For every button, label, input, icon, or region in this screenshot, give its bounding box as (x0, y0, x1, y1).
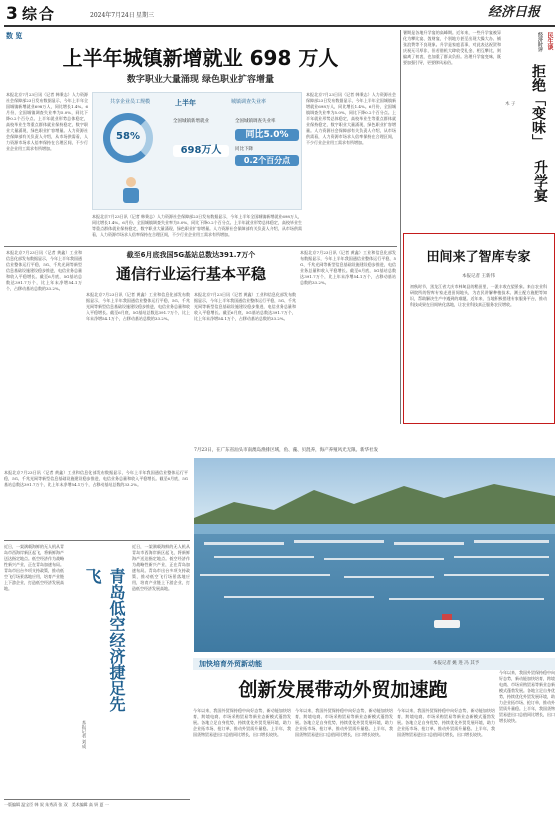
stat-unemployment (235, 119, 299, 199)
trade-body-text-2: 今年以来，我国外贸保持稳中向好态势，新动能加快培育，跨境电商、市场采购贸易等新业态新模式蓬勃发展。各地立足自身优势，持续优化外贸发展环境，助力企业拓市场、抢订单，推动外贸质升量稳。上半年，我国货物贸易进出口总值同比增长，出口增长较快。 (295, 708, 393, 737)
lead-story (4, 30, 397, 242)
issue-date: 2024年7月24日 (90, 12, 135, 19)
feature-body-text: 初秋时节，黑龙江省大庆市林甸县的稻田里，一派丰收在望景象。来自农业科研院所的智库专家走进田间地头，为农民讲解种植技术、测土配方施肥等知识，帮助解决生产中遇到的难题。近年来，当地积极搭建专家服务平台，推动科技成果在田间转化落地，让农业科技真正服务农民增收。 (410, 284, 547, 307)
caption-unemployment: 城镇调查失业率 (231, 99, 267, 105)
stat-new-jobs (173, 119, 229, 179)
stat-unemployment-label: 全国城镇调查失业率 (235, 119, 276, 124)
section-title: 综合 (22, 5, 57, 23)
caption-halfyear: 上半年 (175, 99, 196, 107)
feature-box (403, 233, 555, 424)
telecom-body-text-4: 本报北京7月23日讯（记者 黄鑫）工业和信息化部发布数据显示，今年上半年我国通信业整体运行平稳，5G、千兆光网等新型信息基础设施建设稳步推进，电信业务总量和收入平稳增长。截至6月底，5G基站总数达391.7万个，比上年末净增54.1万个，占移动基站总数的33.2%。 (300, 250, 396, 285)
lead-body-text-2: 本报北京7月23日讯（记者 韩秉志）人力资源社会保障部23日发布数据显示，今年上半年全国城镇新增就业698万人，同比增长1.4%。6月份，全国城镇调查失业率为5.0%，同比下降0.2个百分点。上半年就业形势总体稳定，高校毕业生等重点群体就业保持稳定，数字职业大量涌现，绿色职业扩容增量。人力资源社会保障部有关负责人介绍，从市场供需看，人力资源市场求人倍率保持在合理区间，不少行业企业用工需求有所增加。 (92, 214, 302, 237)
footer-divider (4, 799, 190, 800)
photo-caption: 7月23日，在广东省汕头市南澳岛渔排区域，鱼、藻、贝混养，海产养殖风光无限。新华社发 (194, 448, 379, 453)
page-number: 3 (6, 4, 18, 24)
telecom-body-text-3: 本报北京7月23日讯（记者 黄鑫）工业和信息化部发布数据显示，今年上半年我国通信业整体运行平稳，5G、千兆光网等新型信息基础设施建设稳步推进，电信业务总量和收入平稳增长。截至6月底，5G基站总数达391.7万个，比上年末净增54.1万个，占移动基站总数的33.2%。 (194, 292, 296, 321)
issue-weekday: 星期三 (136, 12, 155, 19)
column-body-text: 近日，一架满载海鲜的无人机从青岛市西海岸新区起飞，将新鲜海产送达指定地点。低空经济作为战略性新兴产业，正在青岛加速布局。青岛市出台多项支持政策，推动低空飞行场景落地应用，培育产业链上下游企业，打造低空经济发展高地。 (4, 544, 64, 591)
column-headline: 青岛低空经济捷足先飞 (83, 568, 126, 712)
trade-headline: 创新发展带动外贸加速跑 (238, 679, 448, 701)
editorial-kicker: 民生谈 (546, 32, 553, 50)
trade-body-text-3: 今年以来，我国外贸保持稳中向好态势，新动能加快培育，跨境电商、市场采购贸易等新业态新模式蓬勃发展。各地立足自身优势，持续优化外贸发展环境，助力企业拓市场、抢订单，推动外贸质升量稳。上半年，我国货物贸易进出口总值同比增长，出口增长较快。 (397, 708, 495, 737)
trade-text-col-2 (295, 708, 393, 796)
percent-value: 58% (116, 131, 140, 142)
column-story (4, 544, 190, 784)
lead-subhead: 数字职业大量涌现 绿色职业扩容增量 (126, 75, 275, 85)
telecom-text-col-3 (194, 292, 296, 412)
telecom-divider (4, 246, 397, 247)
telecom-story (4, 248, 397, 420)
stat-decline-label: 同比下降 (235, 147, 253, 152)
lead-body-text: 本报北京7月23日讯（记者 韩秉志）人力资源社会保障部23日发布数据显示，今年上半年全国城镇新增就业698万人，同比增长1.4%。6月份，全国城镇调查失业率为5.0%，同比下降0.2个百分点。上半年就业形势总体稳定，高校毕业生等重点群体就业保持稳定，数字职业大量涌现，绿色职业扩容增量。人力资源社会保障部有关负责人介绍，从市场供需看，人力资源市场求人倍率保持在合理区间，不少行业企业用工需求有所增加。 (6, 92, 88, 151)
trade-text-col-1 (193, 708, 291, 796)
column-body-text-2: 近日，一架满载海鲜的无人机从青岛市西海岸新区起飞，将新鲜海产送达指定地点。低空经济作为战略性新兴产业，正在青岛加速布局。青岛市出台多项支持政策，推动低空飞行场景落地应用，培育产业链上下游企业，打造低空经济发展高地。 (132, 544, 190, 591)
editorial-body-text: 暑期是各地升学宴的高峰期。近年来，一些升学宴被异化为攀比宴、敛财宴，个别地方甚至出现大操大办、铺张浪费等不良现象。升学是家庭喜事，对此表达祝贺和庆祝无可厚非，但若借机大肆收受礼金、相互攀比，则偏离了初衷，也加重了群众负担。治理升学宴变味，既要加强引导，更要移风易俗。 (403, 30, 501, 65)
telecom-text-col-4 (300, 250, 396, 412)
editorial-author: 木 子 (505, 102, 516, 107)
trade-kicker: 加快培育外贸新动能 (199, 660, 262, 668)
telecom-headline: 通信行业运行基本平稳 (115, 265, 266, 283)
trade-body-text-4: 今年以来，我国外贸保持稳中向好态势，新动能加快培育，跨境电商、市场采购贸易等新业态新模式蓬勃发展。各地立足自身优势，持续优化外贸发展环境，助力企业拓市场、抢订单，推动外贸质升量稳。上半年，我国货物贸易进出口总值同比增长，出口增长较快。 (499, 670, 555, 723)
trade-story (193, 656, 555, 796)
lead-headline: 上半年城镇新增就业 698 万人 (62, 46, 339, 70)
column-text-1 (4, 544, 64, 780)
stat-new-jobs-label: 全国城镇新增就业 (173, 119, 209, 124)
column-divider (4, 540, 190, 541)
editorial (403, 30, 555, 230)
feature-byline: 本报记者 王新伟 (462, 274, 495, 279)
feature-headline: 田间来了智库专家 (426, 250, 531, 265)
telecom-text-col-2 (86, 292, 190, 412)
editorial-headline-1: 拒绝「变味」 (530, 64, 546, 148)
worker-figure-icon (111, 175, 151, 205)
trade-byline: 本报记者 姚 进 冯 其予 (433, 661, 480, 666)
telecom-kicker: 截至6月底我国5G基站总数达391.7万个 (126, 251, 256, 259)
trade-text-col-4 (499, 670, 555, 796)
right-column-divider (400, 30, 401, 424)
column-byline: 本报记者 刘成 (81, 720, 86, 749)
lead-text-col-1 (6, 92, 88, 242)
editorial-tag: 经济时评 (537, 32, 543, 52)
lead-infographic (92, 92, 302, 210)
telecom-body-text-2: 本报北京7月23日讯（记者 黄鑫）工业和信息化部发布数据显示，今年上半年我国通信业整体运行平稳，5G、千兆光网等新型信息基础设施建设稳步推进，电信业务总量和收入平稳增长。截至6月底，5G基站总数达391.7万个，比上年末净增54.1万个，占移动基站总数的33.2%。 (86, 292, 190, 321)
masthead (6, 4, 554, 24)
stat-decline-value: 0.2个百分点 (235, 155, 299, 166)
caption-share: 共享企业员工规模 (109, 99, 150, 105)
lead-text-col-2 (92, 214, 302, 242)
footer-credits: 一版编辑 温宝臣 韩 叙 朱秀清 张 双 美术编辑 高 妍 夏 一 (4, 802, 109, 807)
feature-text-wrap (410, 284, 547, 419)
lead-kicker: 数 览 (6, 32, 23, 40)
column-text-2 (132, 544, 190, 780)
newspaper-logo: 经济日报 (488, 5, 541, 20)
editorial-text (403, 30, 501, 226)
masthead-divider (4, 25, 555, 27)
stat-unemployment-value: 同比5.0% (235, 129, 299, 141)
trade-text-col-3 (397, 708, 495, 796)
lead-body-text-3: 本报北京7月23日讯（记者 韩秉志）人力资源社会保障部23日发布数据显示，今年上半年全国城镇新增就业698万人，同比增长1.4%。6月份，全国城镇调查失业率为5.0%，同比下降0.2个百分点。上半年就业形势总体稳定，高校毕业生等重点群体就业保持稳定，数字职业大量涌现，绿色职业扩容增量。人力资源社会保障部有关负责人介绍，从市场供需看，人力资源市场求人倍率保持在合理区间，不少行业企业用工需求有所增加。 (306, 92, 396, 145)
telecom-text-col-1 (6, 250, 82, 412)
stat-new-jobs-value: 698万人 (173, 145, 229, 157)
photo-side-body: 本报北京7月23日讯（记者 黄鑫）工业和信息化部发布数据显示，今年上半年我国通信业整体运行平稳，5G、千兆光网等新型信息基础设施建设稳步推进，电信业务总量和收入平稳增长。截至6月底，5G基站总数达391.7万个，比上年末净增54.1万个，占移动基站总数的33.2%。 (4, 470, 188, 487)
lead-text-col-3 (306, 92, 396, 242)
editorial-headline-2: 升学宴 (532, 160, 548, 202)
trade-body-text: 今年以来，我国外贸保持稳中向好态势，新动能加快培育，跨境电商、市场采购贸易等新业态新模式蓬勃发展。各地立足自身优势，持续优化外贸发展环境，助力企业拓市场、抢订单，推动外贸质升量稳。上半年，我国货物贸易进出口总值同比增长，出口增长较快。 (193, 708, 291, 737)
telecom-body-text: 本报北京7月23日讯（记者 黄鑫）工业和信息化部发布数据显示，今年上半年我国通信业整体运行平稳，5G、千兆光网等新型信息基础设施建设稳步推进，电信业务总量和收入平稳增长。截至6月底，5G基站总数达391.7万个，比上年末净增54.1万个，占移动基站总数的33.2%。 (6, 250, 82, 291)
